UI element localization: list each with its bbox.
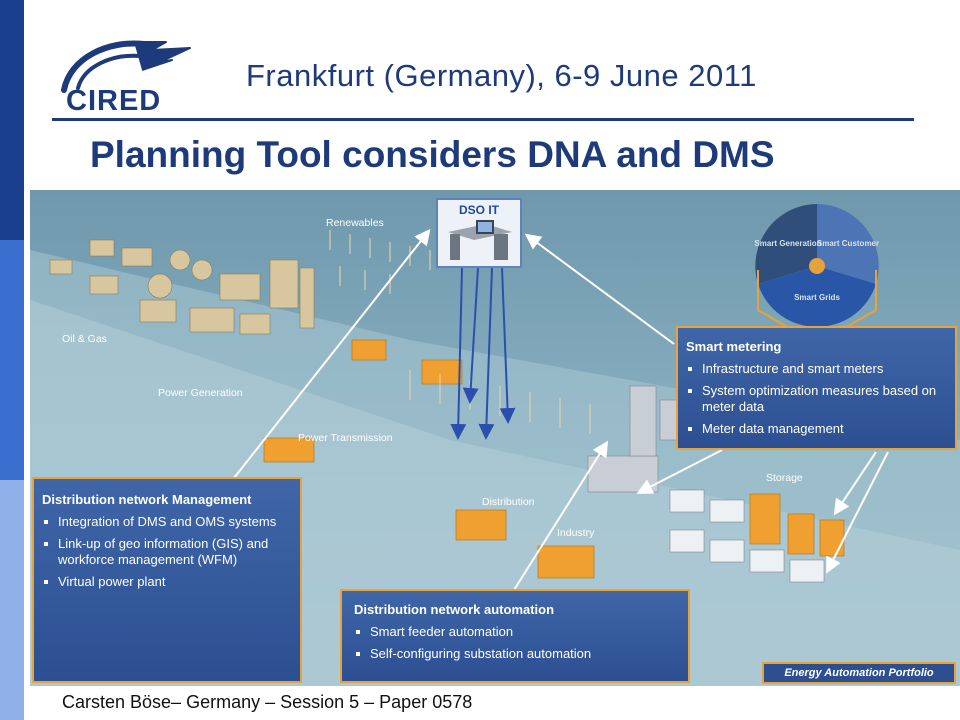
conference-title: Frankfurt (Germany), 6-9 June 2011 [246,58,757,93]
label-distribution: Distribution [482,496,535,508]
dna-item: Smart feeder automation [354,624,678,640]
smart-metering-item: Meter data management [686,421,947,437]
dnm-item: Integration of DMS and OMS systems [42,514,292,530]
label-storage: Storage [766,472,803,484]
dna-item: Self-configuring substation automation [354,646,678,662]
energy-automation-portfolio-label: Energy Automation Portfolio [762,662,956,684]
dso-it-label: DSO IT [458,203,499,217]
smart-metering-item: Infrastructure and smart meters [686,361,947,377]
wheel-grids: Smart Grids [794,293,840,302]
smart-metering-item: System optimization measures based on meter data [686,383,947,415]
distribution-network-management-box [32,477,302,683]
label-power-transmission: Power Transmission [298,432,393,444]
dnm-item: Link-up of geo information (GIS) and workforce management (WFM) [42,536,292,568]
dnm-item: Virtual power plant [42,574,292,590]
label-industry: Industry [557,527,595,539]
page-title: Planning Tool considers DNA and DMS [90,134,775,175]
smart-metering-title: Smart metering [686,339,782,354]
wheel-customer: Smart Customer [816,239,880,248]
distribution-network-automation-box [340,589,690,683]
label-renewables: Renewables [326,217,384,229]
dnm-title: Distribution network Management [42,492,252,507]
label-power-generation: Power Generation [158,387,243,399]
footer-text: Carsten Böse– Germany – Session 5 – Paper 0578 [62,692,473,712]
dna-title: Distribution network automation [354,602,555,617]
smart-metering-box [676,326,957,450]
logo-text: CIRED [66,85,162,117]
wheel-generation: Smart Generation [754,239,822,248]
label-oil-gas: Oil & Gas [62,333,107,345]
